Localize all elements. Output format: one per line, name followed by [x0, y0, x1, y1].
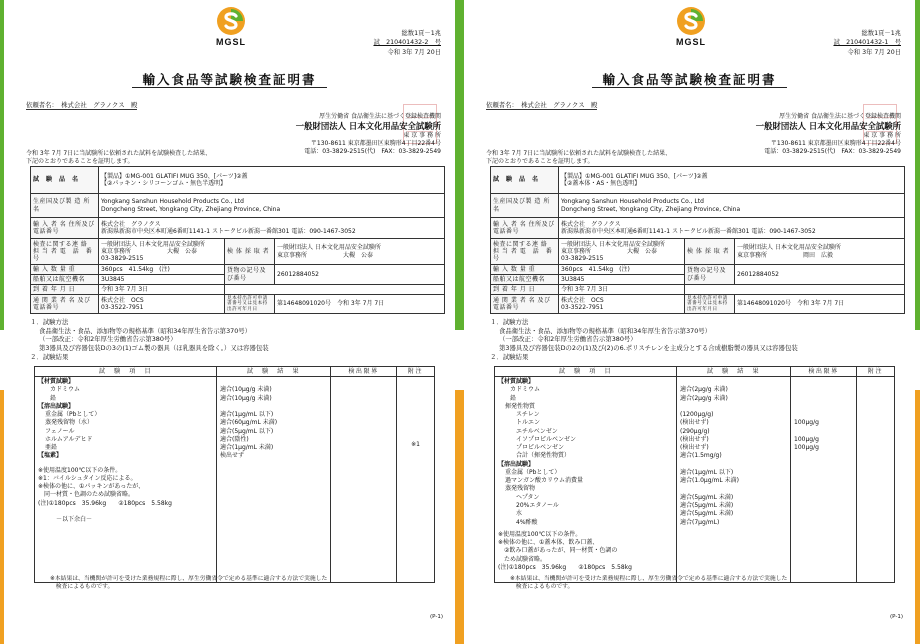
issue-date: 令和 3年 7月 20日: [387, 48, 441, 56]
intro-text: 令和 3年 7月 7日に当試験所に依頼された試料を試験検査した結果、 下記のとおりであることを証明します。: [26, 150, 212, 165]
col-header-result: 試 験 結 果: [677, 367, 791, 377]
result-note: ②飲み口蓋があったが、同一材質・色調の: [498, 547, 618, 555]
contact-value: 一般財団法人 日本文化用品安全試験所 東京事務所 大槻 公泰 03-3829-2515: [559, 239, 685, 265]
test-item: 【溶出試験】: [38, 402, 75, 410]
certificate-number: 試 210401432-2 号: [373, 39, 441, 47]
test-item: 亜鉛: [45, 444, 58, 452]
test-item: 20%エタノール: [516, 501, 559, 509]
test-result: 検出せず: [220, 452, 245, 460]
importer-label: 輸 入 者 名 住所及び電話番号: [31, 218, 99, 239]
test-result: [680, 403, 787, 411]
test-item: 蒸発残留物: [505, 485, 536, 493]
test-item: スチレン: [516, 411, 540, 419]
col-header-limit: 検出限界: [791, 367, 857, 377]
test-results-table: [494, 366, 895, 583]
detection-limit: [794, 519, 853, 527]
result-note: [38, 508, 213, 516]
remarks-cell: [857, 377, 895, 583]
quantity-value: 360pcs 41.54kg (注): [99, 265, 225, 275]
center-divider-stripe: [455, 0, 464, 644]
test-items-cell: [495, 377, 677, 583]
result-note: ※使用温度100℃以下の条件。: [498, 530, 582, 538]
intro-text: 令和 3年 7月 7日に当試験所に依頼された試料を試験検査した結果、 下記のとおりであることを証明します。: [486, 150, 672, 165]
brand-text: MGSL: [216, 37, 246, 47]
detection-limit: [794, 494, 853, 502]
test-result: 適合(1.0μg/mL 未満): [680, 477, 739, 485]
addressee: 依頼者名： 株式会社 グラノクス 殿: [486, 101, 598, 109]
page-number: (P-1): [430, 614, 443, 620]
footnote: ※本結果は、当機関が許可を受けた業務規程に際し、厚生労働省令で定める基準に適合する方法で実施した 検査によるものです。: [510, 576, 788, 590]
test-items-cell: [35, 377, 217, 583]
test-item: カドミウム: [50, 386, 80, 394]
test-result: 適合(60μg/mL 未満): [220, 419, 278, 427]
cargo-value: 26012884052: [275, 265, 445, 285]
vessel-label: 船舶又は航空機名: [31, 275, 99, 285]
test-result: (検出せず): [680, 435, 709, 443]
detection-limit: 100μg/g: [794, 435, 819, 443]
detection-limit: [794, 386, 853, 394]
test-results-cell: [677, 377, 791, 583]
cargo-value: 26012884052: [735, 265, 905, 285]
col-header-remark: 附注: [857, 367, 895, 377]
inspector-label: 検 体 採 取 者: [685, 239, 735, 265]
test-result: 適合(5μg/mL 未満): [680, 510, 734, 518]
importer-label: 輸 入 者 名 住所及び電話番号: [491, 218, 559, 239]
section-title: １．試験方法: [30, 318, 69, 326]
contact-value: 一般財団法人 日本文化用品安全試験所 東京事務所 大槻 公泰 03-3829-2515: [99, 239, 225, 265]
result-note: －以下余白－: [56, 516, 93, 524]
result-note: ※検体の他に、①パッキンがあったが、: [38, 483, 145, 491]
sample-info-table: [30, 166, 445, 314]
issuer-name: 一般財団法人 日本文化用品安全試験所: [755, 121, 901, 132]
permit-value: 第14648091020号 令和 3年 7月 7日: [735, 295, 905, 314]
test-item: エチルベンゼン: [516, 427, 558, 435]
test-result: (検出せず): [680, 419, 709, 427]
certificate-page-right: [464, 0, 915, 644]
addressee: 依頼者名： 株式会社 グラノクス 殿: [26, 101, 138, 109]
test-item: 合計（揮発性物質）: [516, 452, 571, 460]
detection-limit: [794, 411, 853, 419]
certificate-meta: [373, 29, 441, 57]
test-item: 【塩素】: [38, 452, 63, 460]
test-result: (290μg/g): [680, 427, 710, 435]
test-result: 適合(5μg/mL 未満): [680, 493, 734, 501]
detection-limit-cell: [791, 377, 857, 583]
brand-text: MGSL: [676, 37, 706, 47]
test-item: イソプロピルベンゼン: [516, 435, 577, 443]
col-header-item: 試 験 項 目: [35, 367, 217, 377]
sample-info-table: [490, 166, 905, 314]
result-note: (注)①180pcs 35.96kg ②180pcs 5.58kg: [38, 499, 172, 507]
test-item: 【材質試験】: [38, 378, 75, 385]
page-count: 総数1頁－1兆: [861, 30, 901, 37]
detection-limit: [794, 510, 853, 518]
cargo-label: 貨物の記号及び番号: [685, 265, 735, 285]
test-result: 適合(5μg/mL 以下): [220, 427, 274, 435]
issuer-registration: 厚生労働省 食品衛生法に基づく登録検査機関: [319, 113, 441, 120]
inspector-value: 一般財団法人 日本文化用品安全試験所 東京事務所 大槻 公泰: [275, 239, 445, 265]
detection-limit: [794, 469, 853, 477]
test-item: 水: [516, 510, 523, 518]
issuer-block: [756, 113, 901, 156]
inspector-label: 検 体 採 取 者: [225, 239, 275, 265]
quantity-label: 輸 入 数 量 重: [31, 265, 99, 275]
contact-label: 検査に関する連 絡 担 当 者 電 話 番 号: [31, 239, 99, 265]
test-result: 適合(2μg/g 未満): [680, 386, 728, 394]
mgsl-logo-icon: [216, 6, 246, 36]
issuer-office: 東 京 事 務 所: [863, 132, 901, 140]
test-item: 【材質試験】: [498, 378, 535, 385]
detection-limit: [794, 461, 853, 469]
test-item: 過マンガン酸カリウム消費量: [505, 477, 583, 485]
test-item: フェノール: [45, 427, 75, 435]
test-item: 【溶出試験】: [498, 460, 535, 468]
detection-limit: [794, 477, 853, 485]
detection-limit: [794, 485, 853, 493]
issuer-registration: 厚生労働省 食品衛生法に基づく登録検査機関: [779, 113, 901, 120]
cargo-label: 貨物の記号及び番号: [225, 265, 275, 285]
test-result: [220, 403, 327, 411]
detection-limit: [794, 428, 853, 436]
test-result: 適合(10μg/g 未満): [220, 394, 272, 402]
test-result: 適合(1μg/mL 以下): [220, 411, 274, 419]
col-header-remark: 附注: [397, 367, 435, 377]
mgsl-logo: [666, 6, 716, 48]
result-note: ※1：バイルシュタイン反応による。: [38, 474, 137, 482]
test-item: ヘプタン: [516, 493, 540, 501]
test-result: 適合(2μg/g 未満): [680, 394, 728, 402]
mgsl-logo: [206, 6, 256, 48]
sample-name-label: 試 験 品 名: [31, 167, 99, 194]
mgsl-logo-icon: [676, 6, 706, 36]
issuer-phone: 電話：03-3829-2515(代) FAX：03-3829-2549: [304, 148, 441, 156]
origin-value: Yongkang Sanshun Household Products Co., Ltd Dongcheng Street, Yongkang City, Zhejiang Province, China: [99, 194, 445, 218]
test-result: 適合(1.5mg/g): [680, 452, 722, 460]
issuer-address: 〒130-8611 東京都墨田区東駒形4丁目22番4号: [310, 140, 441, 148]
issuer-name: 一般財団法人 日本文化用品安全試験所: [295, 121, 441, 132]
page-count: 総数1頁－1兆: [401, 30, 441, 37]
certificate-page-left: [4, 0, 455, 644]
result-note: ため試験省略。: [498, 555, 547, 563]
issuer-address: 〒130-8611 東京都墨田区東駒形4丁目22番4号: [770, 140, 901, 148]
test-method-section: １．試験方法 食品衛生法・食品、添加物等の規格基準（昭和34年厚生省告示第370号） （一部改正：令和2年厚生労働省告示第380号） 第3器具及び容器包装Dの2の(1)及び(2)の6.ポリスチレンを主成分とする合成樹脂製の器具又は容器包装 ２．試験結果: [490, 318, 798, 361]
detection-limit: 100μg/g: [794, 444, 819, 452]
inspector-value: 一般財団法人 日本文化用品安全試験所 東京事務所 岡田 広毅: [735, 239, 905, 265]
vessel-value: 3U3845: [99, 275, 225, 285]
section-title: ２．試験結果: [490, 352, 529, 361]
test-item: 4%酢酸: [516, 518, 538, 526]
detection-limit: [794, 378, 853, 386]
origin-value: Yongkang Sanshun Household Products Co., Ltd Dongcheng Street, Yongkang City, Zhejiang Province, China: [559, 194, 905, 218]
page-number: (P-1): [890, 614, 903, 620]
arrival-label: 到 着 年 月 日: [491, 285, 559, 295]
test-result: 適合(陰性): [220, 435, 249, 443]
arrival-value: 令和 3年 7月 3日: [559, 285, 685, 295]
broker-value: 株式会社 OCS 03-3522-7951: [559, 295, 685, 314]
test-results-table: [34, 366, 435, 583]
arrival-label: 到 着 年 月 日: [31, 285, 99, 295]
document-title: 輸入食品等試験検査証明書: [4, 72, 455, 88]
result-note: (注)①180pcs 35.96kg ②180pcs 5.58kg: [498, 563, 632, 571]
col-header-result: 試 験 結 果: [217, 367, 331, 377]
test-result: (1200μg/g): [680, 411, 714, 419]
test-item: 鉛: [50, 394, 57, 402]
origin-label: 生産国及び製 造 所 名: [491, 194, 559, 218]
test-item: 重金属（Pbとして）: [45, 411, 101, 419]
sample-name-value: 【製品】①MG-001 GLATIFI MUG 350、[パーツ]②蓋 【②蓋本体・AS・無色透明】: [559, 167, 905, 194]
quantity-value: 360pcs 41.54kg (注): [559, 265, 685, 275]
permit-label: 見本持出許可申請書番号又は見本持出許可年月日: [685, 295, 735, 314]
detection-limit: [794, 502, 853, 510]
remarks-cell: ※1: [397, 377, 435, 583]
arrival-value: 令和 3年 7月 3日: [99, 285, 225, 295]
origin-label: 生産国及び製 造 所 名: [31, 194, 99, 218]
issuer-office: 東 京 事 務 所: [403, 132, 441, 140]
certificate-number: 試 210401432-1 号: [833, 39, 901, 47]
footnote: ※本結果は、当機関が許可を受けた業務規程に際し、厚生労働省令で定める基準に適合する方法で実施した 検査によるものです。: [50, 576, 328, 590]
broker-value: 株式会社 OCS 03-3522-7951: [99, 295, 225, 314]
quantity-label: 輸 入 数 量 重: [491, 265, 559, 275]
test-result: 適合(1μg/mL 以下): [680, 468, 734, 476]
result-note: ※使用温度100℃以下の条件。: [38, 466, 122, 474]
permit-value: 第14648091020号 令和 3年 7月 7日: [275, 295, 445, 314]
col-header-item: 試 験 項 目: [495, 367, 677, 377]
test-result: (検出せず): [680, 444, 709, 452]
test-item: 重金属（Pbとして）: [505, 468, 561, 476]
test-item: カドミウム: [510, 386, 540, 394]
test-results-cell: [217, 377, 331, 583]
test-item: プロピルベンゼン: [516, 444, 565, 452]
test-item: 鉛: [510, 394, 517, 402]
test-result: 適合(5μg/mL 未満): [680, 501, 734, 509]
broker-label: 通 関 業 者 名 及び電話番号: [31, 295, 99, 314]
test-result: 適合(1μg/mL 未満): [220, 444, 274, 452]
col-header-limit: 検出限界: [331, 367, 397, 377]
contact-label: 検査に関する連 絡 担 当 者 電 話 番 号: [491, 239, 559, 265]
vessel-value: 3U3845: [559, 275, 685, 285]
test-result: [680, 461, 787, 469]
detection-limit: [794, 452, 853, 460]
sample-name-value: 【製品】①MG-001 GLATIFI MUG 350、[パーツ]②蓋 【②パッキン・シリコーンゴム・無色半透明】: [99, 167, 445, 194]
detection-limit-cell: [331, 377, 397, 583]
sample-name-label: 試 験 品 名: [491, 167, 559, 194]
result-note: ※検体の他に、①蓋本体、飲み口蓋、: [498, 539, 599, 547]
right-edge-stripe: [915, 0, 920, 644]
vessel-label: 船舶又は航空機名: [491, 275, 559, 285]
importer-value: 株式会社 グラノクス 新潟県新潟市中央区本町通6番町1141-1 ストークビル新潟一番館301 電話：090-1467-3052: [559, 218, 905, 239]
detection-limit: [794, 403, 853, 411]
test-item: 蒸発残留物（水）: [45, 419, 94, 427]
detection-limit: [794, 395, 853, 403]
document-title: 輸入食品等試験検査証明書: [464, 72, 915, 88]
test-result: 適合(7μg/mL): [680, 518, 720, 526]
section-title: ２．試験結果: [30, 352, 69, 361]
section-title: １．試験方法: [490, 318, 529, 326]
broker-label: 通 関 業 者 名 及び電話番号: [491, 295, 559, 314]
test-result: [680, 485, 787, 493]
importer-value: 株式会社 グラノクス 新潟県新潟市中央区本町通6番町1141-1 ストークビル新潟一番館301 電話：090-1467-3052: [99, 218, 445, 239]
result-note: 同一材質・色調のため試験省略。: [38, 491, 135, 499]
test-item: 揮発性物質: [505, 402, 536, 410]
permit-label: 見本持出許可申請書番号又は見本持出許可年月日: [225, 295, 275, 314]
detection-limit: 100μg/g: [794, 419, 819, 427]
certificate-meta: [833, 29, 901, 57]
test-item: トルエン: [516, 419, 541, 427]
test-item: ホルムアルデヒド: [45, 435, 93, 443]
test-result: 適合(10μg/g 未満): [220, 386, 272, 394]
issuer-block: [296, 113, 441, 156]
issue-date: 令和 3年 7月 20日: [847, 48, 901, 56]
test-method-section: １．試験方法 食品衛生法・食品、添加物等の規格基準（昭和34年厚生省告示第370号） （一部改正：令和2年厚生労働省告示第380号） 第3器具及び容器包装Dの3の(1)ゴム製の器具（ほ乳器具を除く。）又は容器包装 ２．試験結果: [30, 318, 269, 361]
issuer-phone: 電話：03-3829-2515(代) FAX：03-3829-2549: [764, 148, 901, 156]
